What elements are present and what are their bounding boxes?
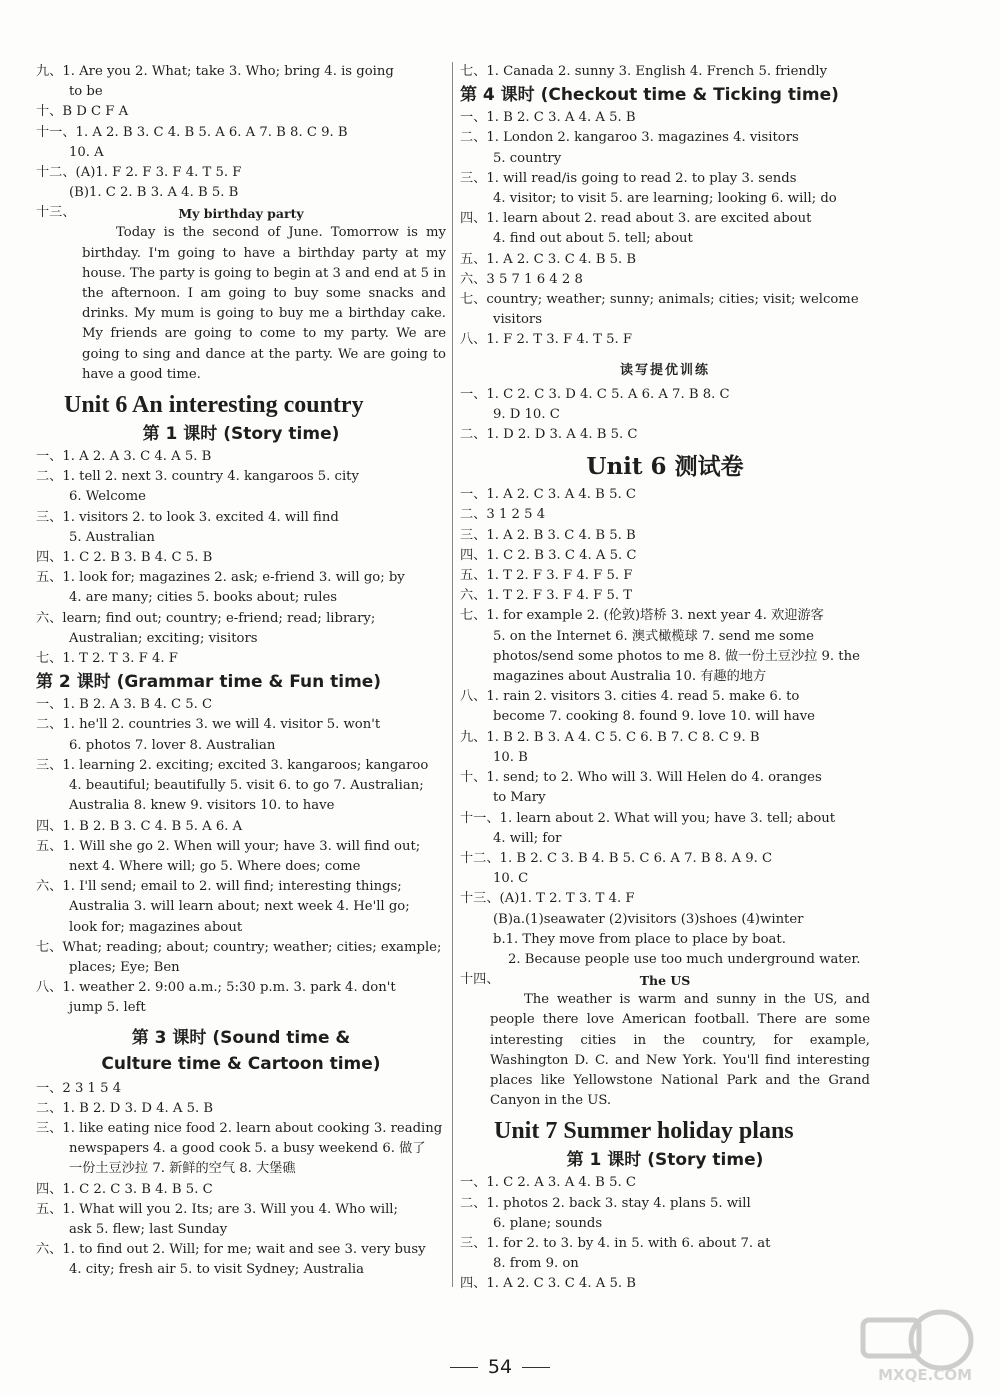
dash-left (450, 1367, 478, 1368)
answer-line: (B)1. C 2. B 3. A 4. B 5. B (69, 185, 239, 201)
answer-line: 4. find out about 5. tell; about (493, 231, 693, 247)
unit6-title: Unit 6 An interesting country (64, 392, 364, 419)
lesson2-title: 第 2 课时 (Grammar time & Fun time) (36, 672, 382, 693)
answer-line: 五、1. A 2. C 3. C 4. B 5. B (460, 251, 637, 267)
essay-heading-row (36, 203, 446, 223)
answer-line: 10. A (69, 144, 104, 160)
answer-line: places; Eye; Ben (69, 959, 180, 975)
essay-title: The US (639, 973, 691, 989)
answer-line: 五、1. look for; magazines 2. ask; e-friend 3. will go; by (36, 570, 405, 586)
answer-line: 4. beautiful; beautifully 5. visit 6. to go 7. Australian; (69, 778, 424, 794)
lesson4-answers (460, 108, 870, 350)
answer-line: b.1. They move from place to place by boat. (493, 931, 786, 947)
answer-line: 10. C (493, 871, 529, 887)
answer-line: 一、1. B 2. C 3. A 4. A 5. B (460, 110, 636, 126)
answer-line: 四、1. B 2. B 3. C 4. B 5. A 6. A (36, 818, 243, 834)
answer-line: 八、1. weather 2. 9:00 a.m.; 5:30 p.m. 3. park 4. don't (36, 980, 396, 996)
answer-line: 一、1. A 2. A 3. C 4. A 5. B (36, 449, 212, 465)
essay-text: Today is the second of June. Tomorrow is my birthday. I'm going to have a birthday party at my house. The party is going to begin at 3 and end at 5 in the afternoon. I am going to buy some snacks and drinks. My mum is going to buy me a birthday cake. My friends are going to come to my party. We are going to sing and dance at the party. We are going to have a good time. (82, 225, 446, 382)
answer-line: jump 5. left (69, 1000, 146, 1016)
answer-line: 六、1. T 2. F 3. F 4. F 5. T (460, 588, 633, 604)
answer-line: to Mary (493, 790, 546, 806)
column-divider (452, 62, 453, 1287)
answer-line: 三、1. for 2. to 3. by 4. in 5. with 6. about 7. at (460, 1235, 771, 1251)
answer-line: 四、1. learn about 2. read about 3. are excited about (460, 211, 812, 227)
answer-line: 三、1. learning 2. exciting; excited 3. kangaroos; kangaroo (36, 757, 429, 773)
lesson2-answers (36, 695, 446, 1018)
lesson3-answers (36, 1079, 446, 1281)
right-column (460, 62, 870, 1295)
answer-line: 一、1. A 2. C 3. A 4. B 5. C (460, 487, 636, 503)
answer-line: newspapers 4. a good cook 5. a busy weekend 6. 做了 (69, 1141, 426, 1157)
watermark-logo (843, 1306, 978, 1390)
answer-line: 9. D 10. C (493, 406, 560, 422)
lesson4-title: 第 4 课时 (Checkout time & Ticking time) (460, 85, 839, 106)
unit5-tail-answers (36, 62, 446, 385)
answer-line: 2. Because people use too much underground water. (508, 951, 861, 967)
answer-line: Australian; exciting; visitors (69, 630, 258, 646)
answer-line: 一、2 3 1 5 4 (36, 1080, 122, 1096)
answer-line: 二、1. B 2. D 3. D 4. A 5. B (36, 1100, 214, 1116)
answer-line: 6. Welcome (69, 489, 146, 505)
page-number-text: 54 (487, 1356, 513, 1378)
answer-line: 七、1. T 2. T 3. F 4. F (36, 651, 178, 667)
answer-line: 七、country; weather; sunny; animals; cities; visit; welcome (460, 292, 859, 308)
answer-line: next 4. Where will; go 5. Where does; come (69, 858, 361, 874)
answer-line: 八、1. F 2. T 3. F 4. T 5. F (460, 332, 633, 348)
unit7-lesson1-answers (460, 1173, 870, 1294)
answer-line: 二、1. London 2. kangaroo 3. magazines 4. visitors (460, 130, 799, 146)
answer-line: ask 5. flew; last Sunday (69, 1221, 228, 1237)
answer-line: 三、1. A 2. B 3. C 4. B 5. B (460, 527, 636, 543)
answer-line: 6. photos 7. lover 8. Australian (69, 737, 276, 753)
essay-body (460, 990, 870, 1111)
practice-answers (460, 385, 870, 446)
lesson3-title-line2: Culture time & Cartoon time) (101, 1053, 381, 1074)
answer-line: 五、1. T 2. F 3. F 4. F 5. F (460, 568, 633, 584)
answer-line: 二、1. tell 2. next 3. country 4. kangaroos 5. city (36, 469, 359, 485)
answer-line: 七、1. Canada 2. sunny 3. English 4. French 5. friendly (460, 64, 828, 79)
answer-line: 4. will; for (493, 830, 562, 846)
essay-heading-row (460, 970, 870, 990)
answer-line: Australia 8. knew 9. visitors 10. to have (69, 798, 335, 814)
unit7-title: Unit 7 Summer holiday plans (494, 1118, 794, 1145)
answer-line: 四、1. C 2. B 3. C 4. A 5. C (460, 547, 637, 563)
answer-line: 八、1. rain 2. visitors 3. cities 4. read 5. make 6. to (460, 689, 800, 705)
answer-line: Australia 3. will learn about; next week 4. He'll go; (69, 899, 410, 915)
answer-line: 一份土豆沙拉 7. 新鲜的空气 8. 大堡礁 (69, 1161, 296, 1177)
answer-line: 二、3 1 2 5 4 (460, 507, 546, 523)
answer-line: 七、1. for example 2. (伦敦)塔桥 3. next year 4. 欢迎游客 (460, 608, 824, 624)
answer-line: 一、1. C 2. A 3. A 4. B 5. C (460, 1175, 636, 1191)
answer-line: become 7. cooking 8. found 9. love 10. will have (493, 709, 815, 725)
essay-text: The weather is warm and sunny in the US, and people there love American football. There are some interesting cities in the country, for example, Washington D. C. and New York. You'll find interesting places like Yellowstone National Park and the Grand Canyon in the US. (490, 992, 870, 1109)
answer-line: 10. B (493, 749, 528, 765)
answer-line: 五、1. Will she go 2. When will your; have 3. will find out; (36, 838, 421, 854)
answer-line: 六、1. to find out 2. Will; for me; wait and see 3. very busy (36, 1242, 426, 1258)
answer-line: 九、1. Are you 2. What; take 3. Who; bring 4. is going (36, 64, 394, 79)
unit6-test-answers (460, 485, 870, 1111)
essay-body (36, 223, 446, 385)
answer-line: 一、1. B 2. A 3. B 4. C 5. C (36, 697, 213, 713)
answer-line: 十、B D C F A (36, 104, 129, 120)
practice-title: 读写提优训练 (619, 362, 710, 378)
answer-line: 二、1. photos 2. back 3. stay 4. plans 5. will (460, 1195, 751, 1211)
answer-line: 4. visitor; to visit 5. are learning; looking 6. will; do (493, 191, 837, 207)
answer-line: visitors (493, 312, 542, 328)
unit7-lesson1-title: 第 1 课时 (Story time) (566, 1150, 764, 1171)
answer-line: 十二、1. B 2. C 3. B 4. B 5. C 6. A 7. B 8. A 9. C (460, 850, 773, 866)
answer-line: 三、1. visitors 2. to look 3. excited 4. will find (36, 509, 339, 525)
answer-line: 九、1. B 2. B 3. A 4. C 5. C 6. B 7. C 8. C 9. B (460, 729, 760, 745)
answer-line: 三、1. will read/is going to read 2. to play 3. sends (460, 170, 797, 186)
answer-line: 十二、(A)1. F 2. F 3. F 4. T 5. F (36, 165, 242, 181)
answer-line: 五、1. What will you 2. Its; are 3. Will you 4. Who will; (36, 1201, 398, 1217)
essay-title: My birthday party (178, 206, 304, 222)
answer-line: 十一、1. learn about 2. What will you; have 3. tell; about (460, 810, 836, 826)
answer-line: 六、3 5 7 1 6 4 2 8 (460, 271, 583, 287)
answer-line: 六、1. I'll send; email to 2. will find; interesting things; (36, 879, 402, 895)
answer-line: look for; magazines about (69, 919, 243, 935)
answer-line: 十四、 (460, 972, 500, 988)
answer-line: 四、1. C 2. B 3. B 4. C 5. B (36, 550, 213, 566)
answer-line: 4. city; fresh air 5. to visit Sydney; Australia (69, 1262, 364, 1278)
lesson3-title-line1: 第 3 课时 (Sound time & (131, 1027, 351, 1048)
answer-line: 二、1. D 2. D 3. A 4. B 5. C (460, 427, 638, 443)
answer-line: 二、1. he'll 2. countries 3. we will 4. visitor 5. won't (36, 717, 381, 733)
answer-line: 8. from 9. on (493, 1256, 579, 1272)
answer-line: 四、1. C 2. C 3. B 4. B 5. C (36, 1181, 213, 1197)
answer-line: 七、What; reading; about; country; weather; cities; example; (36, 939, 442, 955)
answer-line: to be (69, 84, 103, 100)
watermark-text: MXQE.COM (878, 1366, 972, 1384)
answer-line: 5. country (493, 150, 562, 166)
answer-line: 十一、1. A 2. B 3. C 4. B 5. A 6. A 7. B 8. C 9. B (36, 124, 348, 140)
unit6-test-title: Unit 6 测试卷 (586, 453, 744, 481)
lesson1-title: 第 1 课时 (Story time) (142, 424, 340, 445)
answer-line: 三、1. like eating nice food 2. learn about cooking 3. reading (36, 1120, 443, 1136)
answer-line: 十三、(A)1. T 2. T 3. T 4. F (460, 891, 635, 907)
answer-line: 十三、 (36, 205, 76, 221)
answer-line: 5. Australian (69, 529, 155, 545)
answer-line: 十、1. send; to 2. Who will 3. Will Helen do 4. oranges (460, 770, 822, 786)
answer-line: 一、1. C 2. C 3. D 4. C 5. A 6. A 7. B 8. C (460, 386, 730, 402)
answer-line: 四、1. A 2. C 3. C 4. A 5. B (460, 1276, 636, 1292)
answer-line: magazines about Australia 10. 有趣的地方 (493, 669, 767, 685)
answer-line: (B)a.(1)seawater (2)visitors (3)shoes (4)winter (493, 911, 804, 927)
dash-right (522, 1367, 550, 1368)
answer-line: 5. on the Internet 6. 澳式橄榄球 7. send me some (493, 628, 814, 644)
answer-line: photos/send some photos to me 8. 做一份土豆沙拉 9. the (493, 648, 860, 664)
answer-line: 六、learn; find out; country; e-friend; read; library; (36, 610, 376, 626)
lesson1-answers (36, 447, 446, 669)
answer-line: 6. plane; sounds (493, 1215, 603, 1231)
answer-line: 4. are many; cities 5. books about; rules (69, 590, 338, 606)
left-column (36, 62, 446, 1281)
